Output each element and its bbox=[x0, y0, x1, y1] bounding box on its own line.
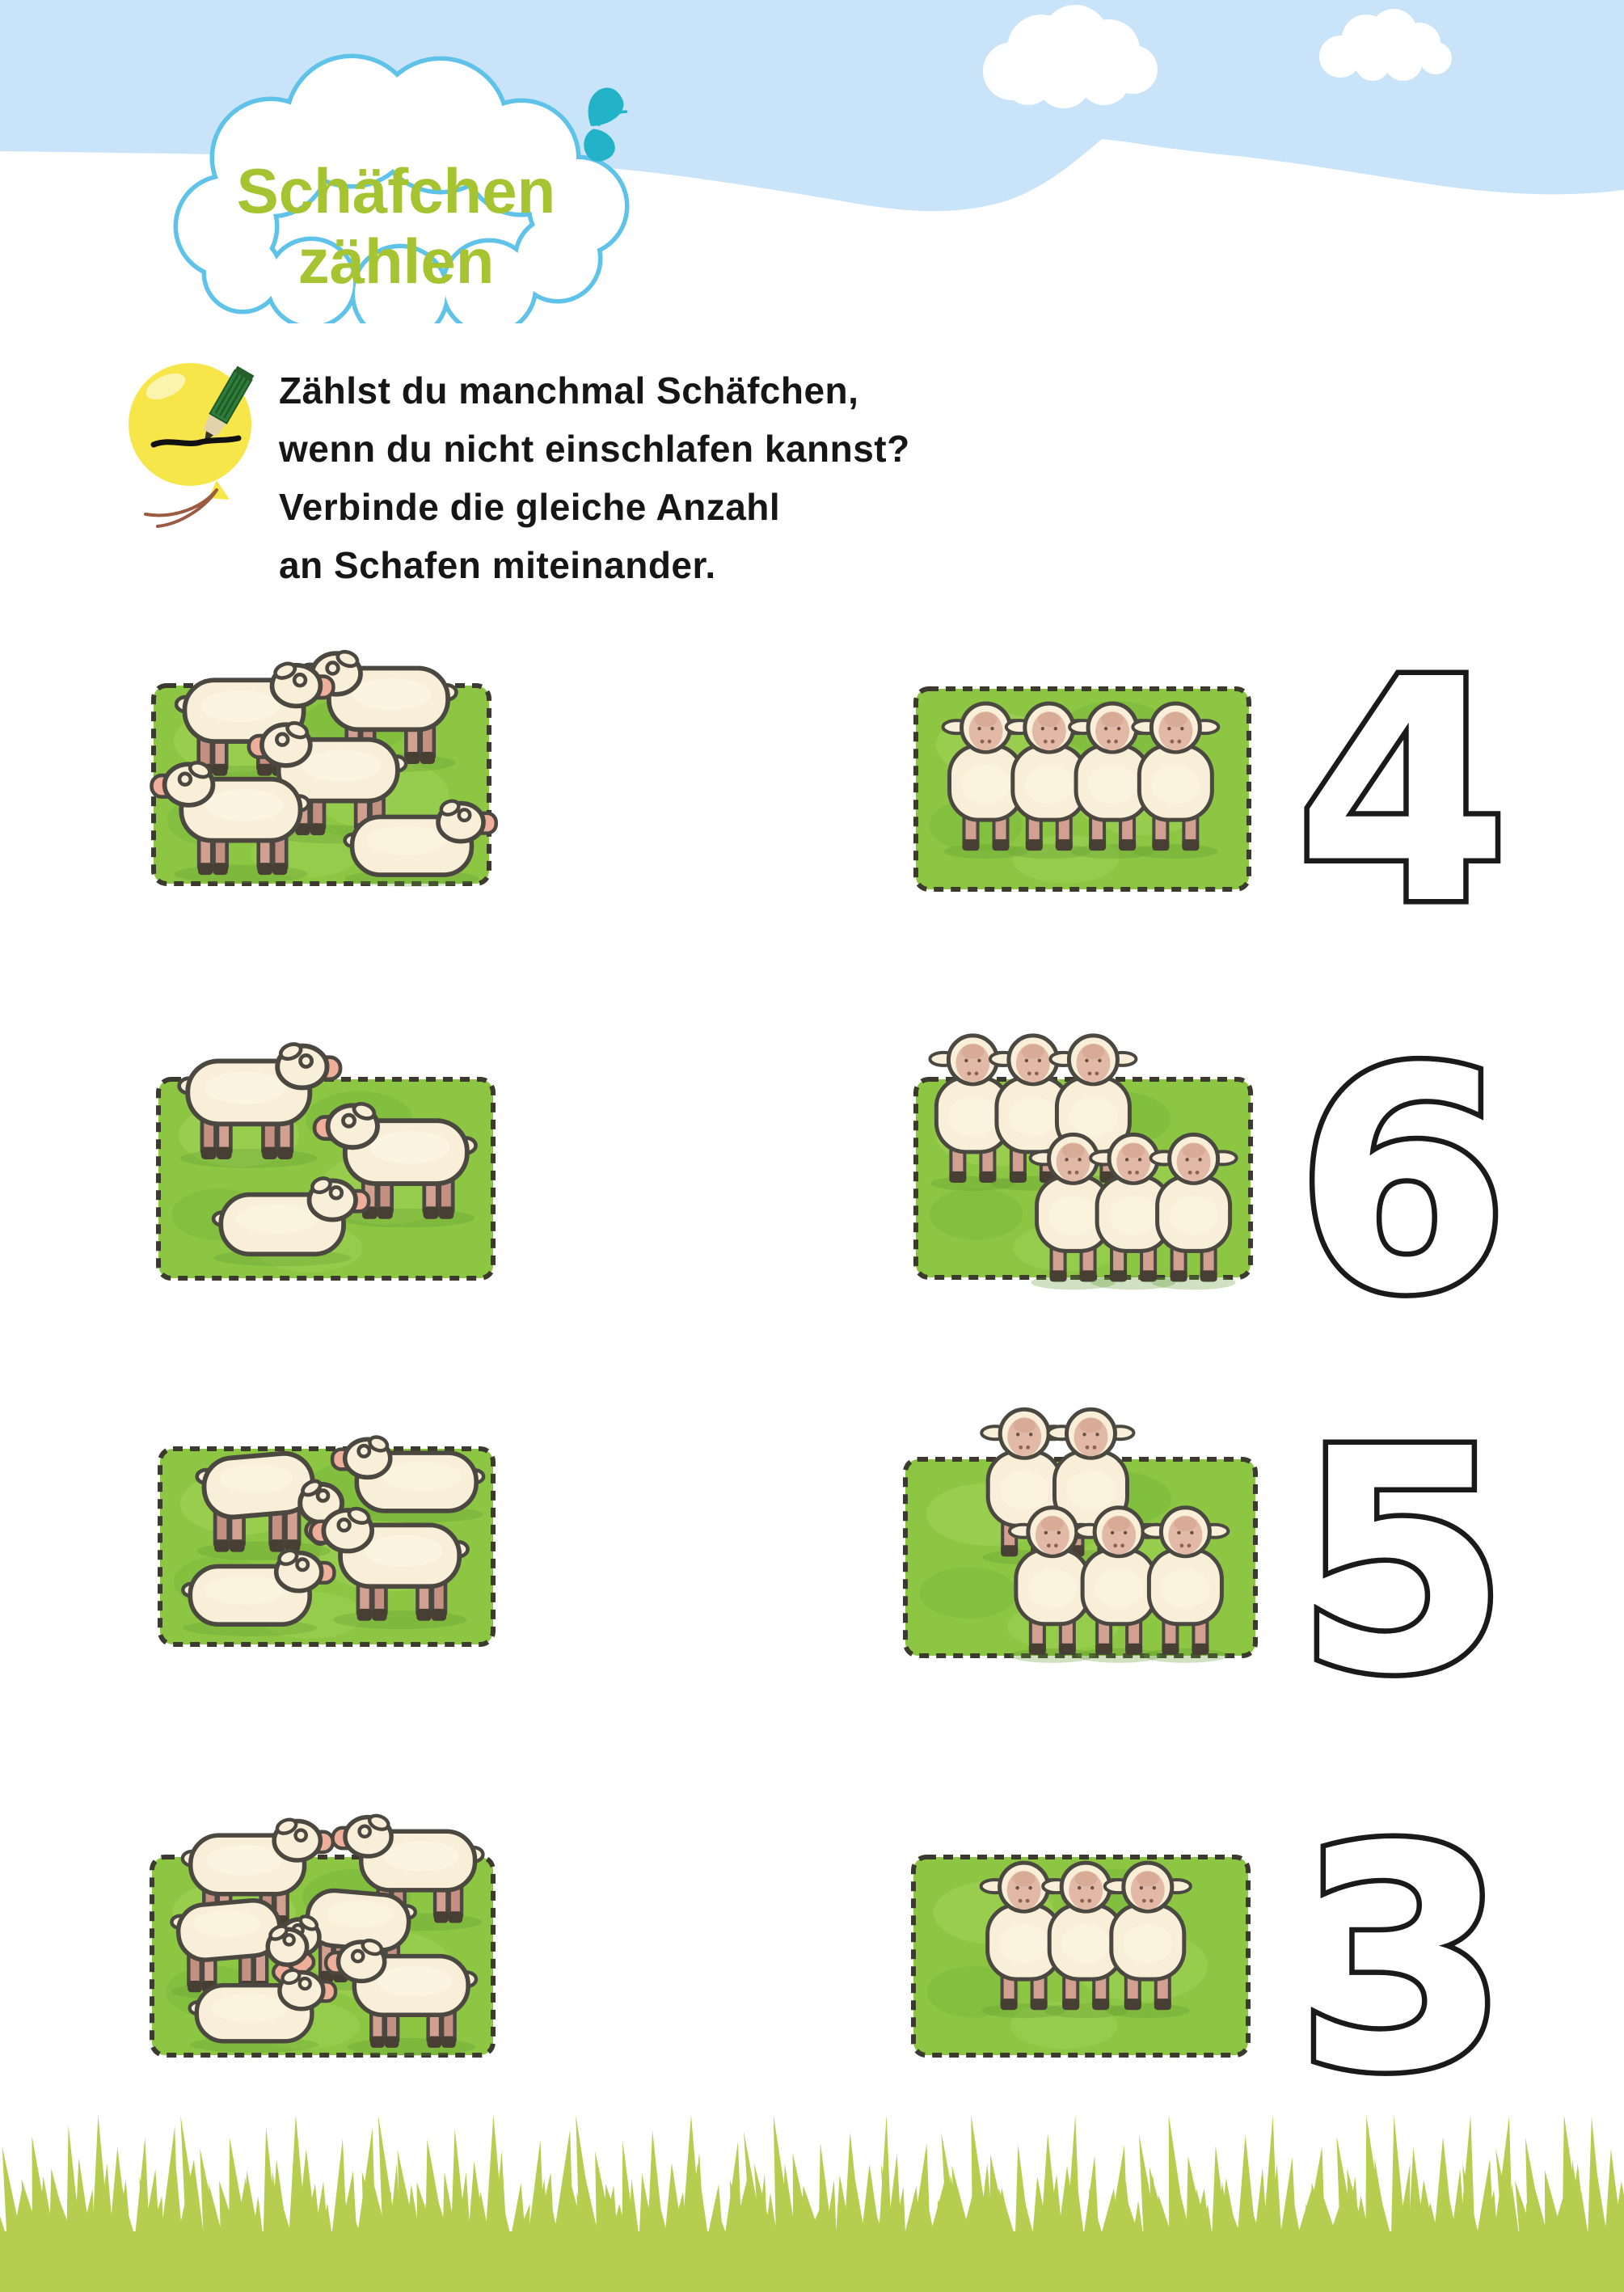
number-outline-text: 6 bbox=[1295, 1045, 1510, 1311]
sheep-field-right-row1[interactable] bbox=[916, 689, 1249, 889]
balloon-pencil-icon bbox=[113, 348, 303, 538]
grass-border bbox=[0, 2102, 1624, 2292]
instruction-line: wenn du nicht einschlafen kannst? bbox=[279, 428, 910, 470]
instruction-line: Zählst du manchmal Schäfchen, bbox=[279, 369, 859, 412]
sheep-field-left-row4[interactable] bbox=[152, 1813, 493, 2056]
page-title-line2: zählen bbox=[297, 226, 495, 297]
sheep-field-left-row3[interactable] bbox=[160, 1434, 493, 1644]
number-outline-2[interactable] bbox=[1293, 1045, 1512, 1311]
sheep-field-right-row2[interactable] bbox=[916, 1036, 1251, 1290]
number-outline-4[interactable] bbox=[1293, 1822, 1512, 2089]
sheep-field-left-row2[interactable] bbox=[158, 1041, 493, 1278]
sheep-field-left-row1[interactable] bbox=[152, 649, 496, 887]
number-outline-text: 3 bbox=[1295, 1822, 1510, 2089]
number-outline-text: 5 bbox=[1295, 1425, 1510, 1691]
sheep-field-right-row4[interactable] bbox=[913, 1857, 1248, 2055]
title-cloud bbox=[150, 44, 659, 323]
instruction-line: an Schafen miteinander. bbox=[279, 544, 716, 586]
instruction-line: Verbinde die gleiche Anzahl bbox=[279, 486, 781, 528]
number-outline-text: 4 bbox=[1295, 655, 1510, 922]
number-outline-3[interactable] bbox=[1293, 1425, 1512, 1691]
grass-blades bbox=[0, 2115, 1624, 2236]
butterfly-icon bbox=[575, 85, 634, 163]
grass-base bbox=[0, 2231, 1624, 2292]
sheep-field-right-row3[interactable] bbox=[905, 1409, 1255, 1663]
number-outline-1[interactable] bbox=[1293, 655, 1512, 922]
page-title-line1: Schäfchen bbox=[236, 155, 556, 226]
instructions bbox=[279, 361, 1006, 594]
